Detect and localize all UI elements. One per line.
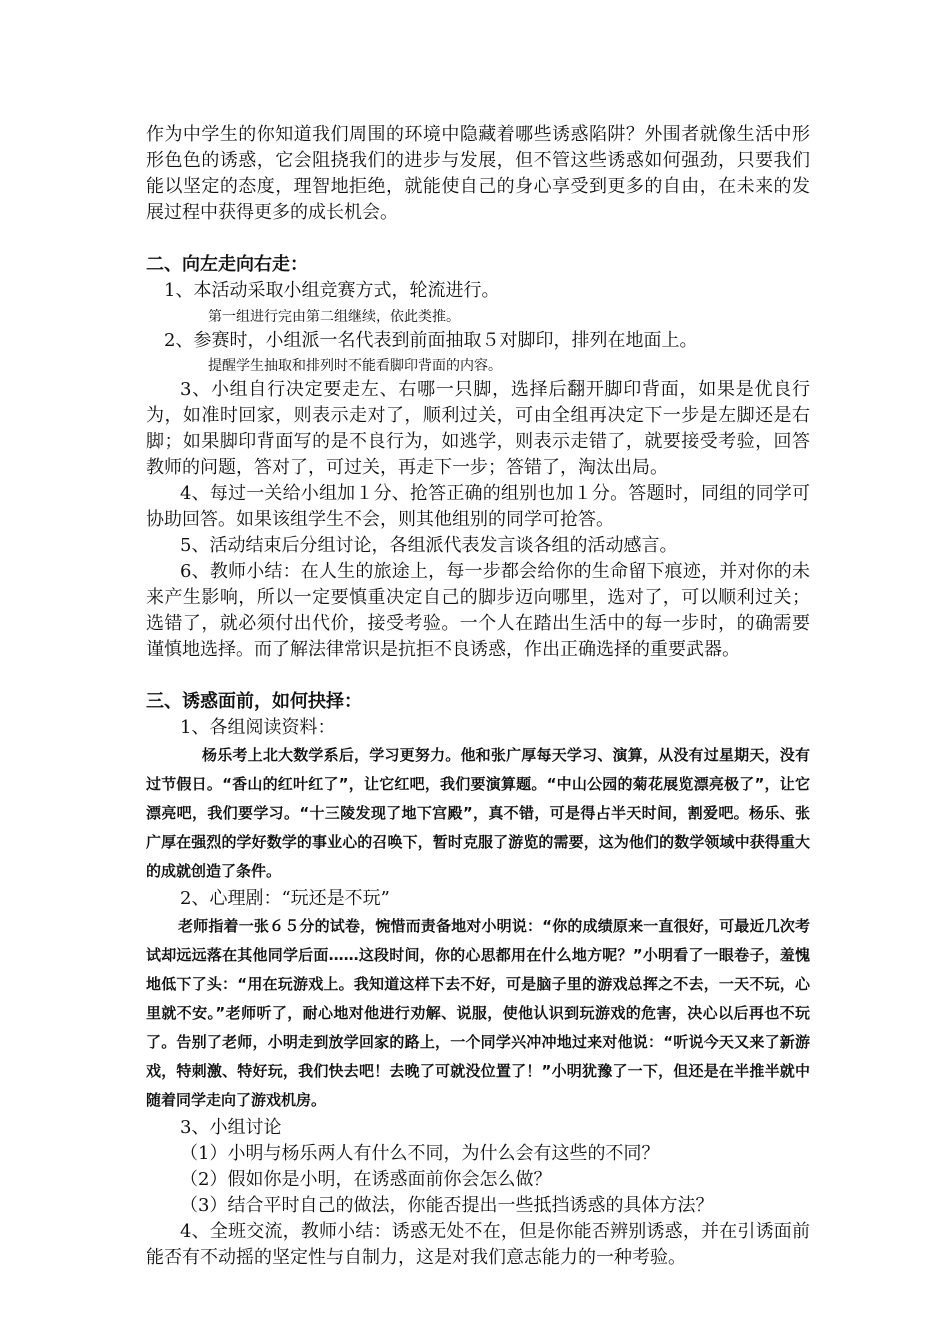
- discussion-question-3: （3）结合平时自己的做法，你能否提出一些抵挡诱惑的具体方法？: [180, 1195, 714, 1216]
- section3-item2: 2、心理剧：“玩还是不玩”: [180, 888, 390, 909]
- section2-item5: 5、活动结束后分组讨论，各组派代表发言谈各组的活动感言。: [180, 535, 678, 556]
- section2-item1: 1、本活动采取小组竞赛方式，轮流进行。: [164, 280, 500, 301]
- section3-item4: 4、全班交流，教师小结：诱惑无处不在，但是你能否辨别诱惑，并在引诱面前能否有不动摇的坚定性与自制力，这是对我们意志能力的一种考验。: [146, 1221, 810, 1268]
- section3-item1: 1、各组阅读资料：: [180, 717, 336, 738]
- section2-note2: 提醒学生抽取和排列时不能看脚印背面的内容。: [208, 358, 502, 374]
- section2-heading: 二、向左走向右走：: [146, 254, 308, 275]
- reading-material: 杨乐考上北大数学系后，学习更努力。他和张广厚每天学习、演算，从没有过星期天，没有过节假日。“香山的红叶红了”，让它红吧，我们要演算题。“中山公园的菊花展览漂亮极了”，让它漂亮吧，我们要学习。“十三陵发现了地下宫殿”，真不错，可是得占半天时间，割爱吧。杨乐、张广厚在强烈的学好数学的事业心的召唤下，暂时克服了游览的需要，这为他们的数学领域中获得重大的成就创造了条件。: [146, 746, 810, 880]
- document-page: [146, 122, 810, 1271]
- section2-item6: 6、教师小结：在人生的旅途上，每一步都会给你的生命留下痕迹，并对你的未来产生影响，所以一定要慎重决定自己的脚步迈向哪里，选对了，可以顺利过关；选错了，就必须付出代价，接受考验。一个人在踏出生活中的每一步时，的确需要谨慎地选择。而了解法律常识是抗拒不良诱惑，作出正确选择的重要武器。: [146, 561, 810, 660]
- spacer: [146, 226, 810, 248]
- section2-note1: 第一组进行完由第二组继续，依此类推。: [208, 309, 460, 325]
- discussion-question-2: （2）假如你是小明，在诱惑面前你会怎么做？: [180, 1169, 552, 1190]
- section3-heading: 三、诱惑面前，如何抉择：: [146, 691, 362, 712]
- discussion-question-1: （1）小明与杨乐两人有什么不同，为什么会有这些的不同？: [180, 1143, 660, 1164]
- psychodrama-script: 老师指着一张６５分的试卷，惋惜而责备地对小明说：“你的成绩原来一直很好，可最近几次考试却远远落在其他同学后面……这段时间，你的心思都用在什么地方呢？”小明看了一眼卷子，羞愧地低下了头：“用在玩游戏上。我知道这样下去不好，可是脑子里的游戏总挥之不去，一天不玩，心里就不安。”老师听了，耐心地对他进行劝解、说服，使他认识到玩游戏的危害，决心以后再也不玩了。告别了老师，小明走到放学回家的路上，一个同学兴冲冲地过来对他说：“听说今天又来了新游戏，特刺激、特好玩，我们快去吧！去晚了可就没位置了！”小明犹豫了一下，但还是在半推半就中随着同学走向了游戏机房。: [146, 917, 810, 1109]
- section2-item3: 3、小组自行决定要走左、右哪一只脚，选择后翻开脚印背面，如果是优良行为，如准时回家，则表示走对了，顺利过关，可由全组再决定下一步是左脚还是右脚；如果脚印背面写的是不良行为，如逃学，则表示走错了，就要接受考验，回答教师的问题，答对了，可过关，再走下一步；答错了，淘汰出局。: [146, 379, 810, 478]
- section3-item3: 3、小组讨论: [180, 1117, 282, 1138]
- section2-item4: 4、每过一关给小组加１分、抢答正确的组别也加１分。答题时，同组的同学可协助回答。如果该组学生不会，则其他组别的同学可抢答。: [146, 483, 810, 530]
- intro-paragraph: 作为中学生的你知道我们周围的环境中隐藏着哪些诱惑陷阱？外围者就像生活中形形色色的诱惑，它会阻挠我们的进步与发展，但不管这些诱惑如何强劲，只要我们能以坚定的态度，理智地拒绝，就能使自己的身心享受到更多的自由，在未来的发展过程中获得更多的成长机会。: [146, 124, 810, 223]
- spacer: [146, 663, 810, 685]
- section2-item2: 2、参赛时，小组派一名代表到前面抽取５对脚印，排列在地面上。: [164, 330, 698, 351]
